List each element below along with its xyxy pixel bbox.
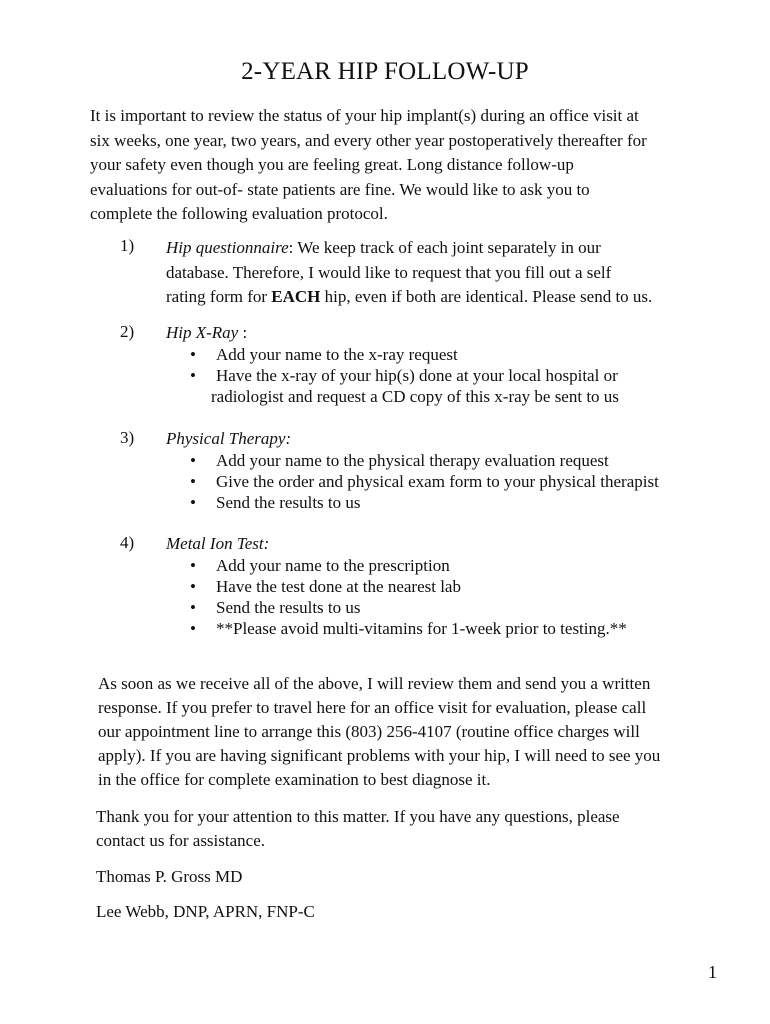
intro-line: It is important to review the status of your hip implant(s) during an office visit at (90, 106, 639, 125)
item-number: 3) (120, 428, 135, 447)
intro-line: six weeks, one year, two years, and every other year postoperatively thereafter for (90, 130, 647, 150)
list-item (166, 618, 706, 639)
item-heading: Hip questionnaire (166, 238, 289, 257)
closing-line: in the office for complete examination to best diagnose it. (98, 770, 491, 789)
list-item-text: Add your name to the physical therapy evaluation request (216, 451, 609, 470)
list-item (166, 450, 706, 471)
list-item-text: **Please avoid multi-vitamins for 1-week prior to testing.** (216, 619, 627, 638)
item-heading: Physical Therapy: (166, 429, 292, 448)
item-text: hip, even if both are identical. Please send to us. (320, 287, 653, 306)
item-body (166, 236, 706, 310)
bullet-list (166, 344, 706, 407)
bullet-list (166, 555, 706, 639)
item-heading: Hip X-Ray (166, 323, 239, 342)
list-item (166, 471, 706, 492)
thanks-line: contact us for assistance. (96, 831, 265, 850)
item-heading-suffix: : We keep track of each joint separately in our (288, 238, 601, 257)
list-item (166, 576, 706, 597)
bullet-icon: • (190, 619, 196, 638)
bullet-icon: • (190, 577, 196, 596)
item-line (166, 236, 706, 261)
bullet-list (166, 450, 706, 513)
list-item (166, 555, 706, 576)
bullet-icon: • (190, 493, 196, 512)
item-body (166, 428, 706, 513)
page-title: 2-YEAR HIP FOLLOW-UP (241, 58, 529, 85)
bullet-icon: • (190, 345, 196, 364)
item-number: 2) (120, 322, 135, 341)
list-item (166, 492, 706, 513)
list-item-text: Have the x-ray of your hip(s) done at your local hospital or (216, 366, 618, 385)
list-item-text: Add your name to the prescription (216, 556, 450, 575)
thanks-paragraph (96, 805, 620, 853)
item-body (166, 533, 706, 639)
closing-line: As soon as we receive all of the above, I will review them and send you a written (98, 674, 651, 693)
closing-paragraph (98, 672, 698, 792)
closing-line: response. If you prefer to travel here for an office visit for evaluation, please call (98, 698, 647, 717)
intro-line: complete the following evaluation protocol. (90, 204, 388, 223)
item-body (166, 322, 706, 407)
signature-name: Thomas P. Gross MD (96, 867, 243, 886)
list-item (166, 344, 706, 365)
item-heading: Metal Ion Test: (166, 534, 270, 553)
list-item-text: Add your name to the x-ray request (216, 345, 458, 364)
signature-name: Lee Webb, DNP, APRN, FNP-C (96, 902, 315, 921)
list-item-text: Send the results to us (216, 493, 361, 512)
bullet-icon: • (190, 366, 196, 385)
list-item-text: Send the results to us (216, 598, 361, 617)
list-item (166, 597, 706, 618)
item-line (166, 285, 706, 310)
list-item (166, 365, 706, 407)
list-item-text-continued: radiologist and request a CD copy of this x-ray be sent to us (211, 387, 619, 406)
bullet-icon: • (190, 451, 196, 470)
bullet-icon: • (190, 472, 196, 491)
emphasis-each: EACH (271, 287, 321, 306)
item-number: 1) (120, 236, 135, 255)
list-item-text: Have the test done at the nearest lab (216, 577, 461, 596)
page-number: 1 (708, 962, 717, 982)
intro-paragraph (90, 104, 682, 227)
bullet-icon: • (190, 556, 196, 575)
intro-line: evaluations for out-of- state patients are fine. We would like to ask you to (90, 179, 590, 199)
bullet-icon: • (190, 598, 196, 617)
intro-line: your safety even though you are feeling great. Long distance follow-up (90, 155, 574, 174)
item-text: rating form for (166, 287, 272, 306)
list-item-text: Give the order and physical exam form to your physical therapist (216, 472, 659, 491)
closing-line: apply). If you are having significant problems with your hip, I will need to see you (98, 746, 661, 765)
item-number: 4) (120, 533, 135, 552)
item-line: database. Therefore, I would like to request that you fill out a self (166, 262, 612, 282)
thanks-line: Thank you for your attention to this matter. If you have any questions, please (96, 807, 620, 826)
closing-line: our appointment line to arrange this (803) 256-4107 (routine office charges will (98, 722, 640, 741)
item-heading-line (166, 322, 706, 344)
item-heading-suffix: : (238, 323, 248, 342)
